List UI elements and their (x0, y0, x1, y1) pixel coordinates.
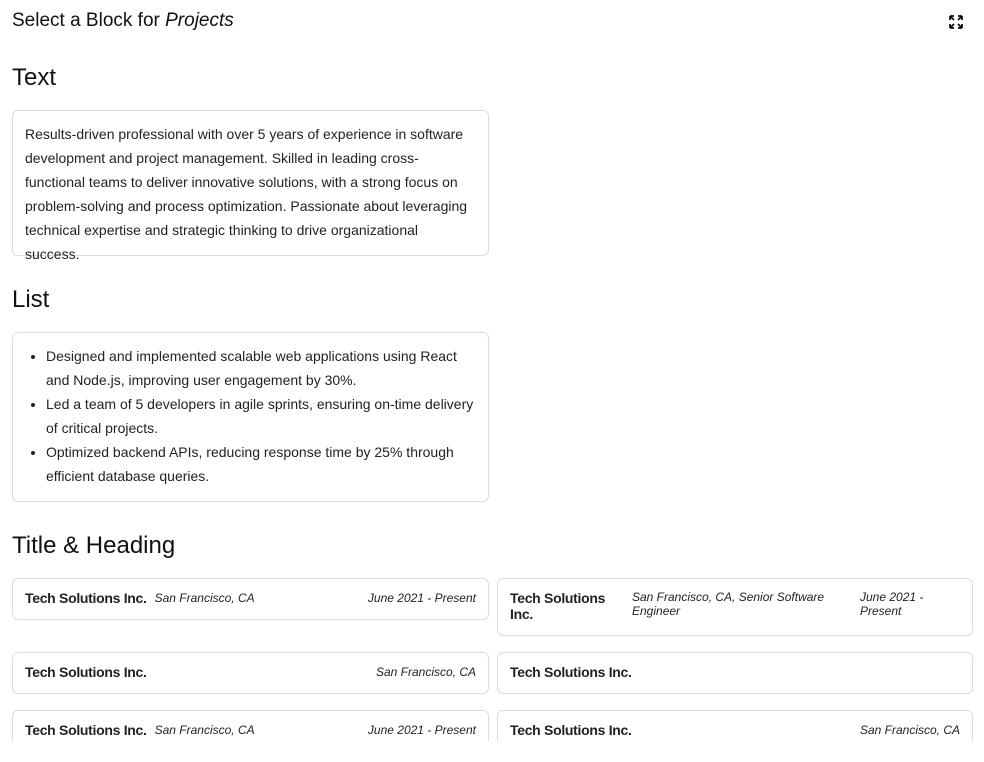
heading-option-5[interactable]: Tech Solutions Inc. San Francisco, CA June 2021 - Present (12, 710, 489, 741)
heading-option-2[interactable]: Tech Solutions Inc. San Francisco, CA, Senior Software Engineer June 2021 - Present (497, 578, 973, 636)
page-title: Select a Block for Projects (12, 10, 234, 31)
expand-icon[interactable] (947, 13, 965, 31)
heading-option-4[interactable]: Tech Solutions Inc. (497, 652, 973, 694)
list-item: • Led a team of 5 developers in agile sprints, ensuring on-time delivery of critical projects. (46, 392, 476, 440)
section-heading-title: Title & Heading (12, 532, 176, 559)
text-block-option[interactable]: Results-driven professional with over 5 years of experience in software development and project management. Skilled in leading cross-functional teams to deliver innovative solutions, with a strong focus on problem-solving and process optimization. Passionate about leveraging technical expertise and strategic thinking to drive organizational success. (12, 110, 489, 256)
section-heading-text: Text (12, 64, 57, 91)
heading-option-3[interactable]: Tech Solutions Inc. San Francisco, CA (12, 652, 489, 694)
list-item: • Designed and implemented scalable web applications using React and Node.js, improving user engagement by 30%. (46, 344, 476, 392)
list-item: • Optimized backend APIs, reducing response time by 25% through efficient database queries. (46, 440, 476, 488)
heading-option-1[interactable]: Tech Solutions Inc. San Francisco, CA June 2021 - Present (12, 578, 489, 620)
list-block-option[interactable] (12, 332, 489, 502)
section-heading-list: List (12, 286, 50, 313)
heading-option-6[interactable]: Tech Solutions Inc. San Francisco, CA (497, 710, 973, 741)
